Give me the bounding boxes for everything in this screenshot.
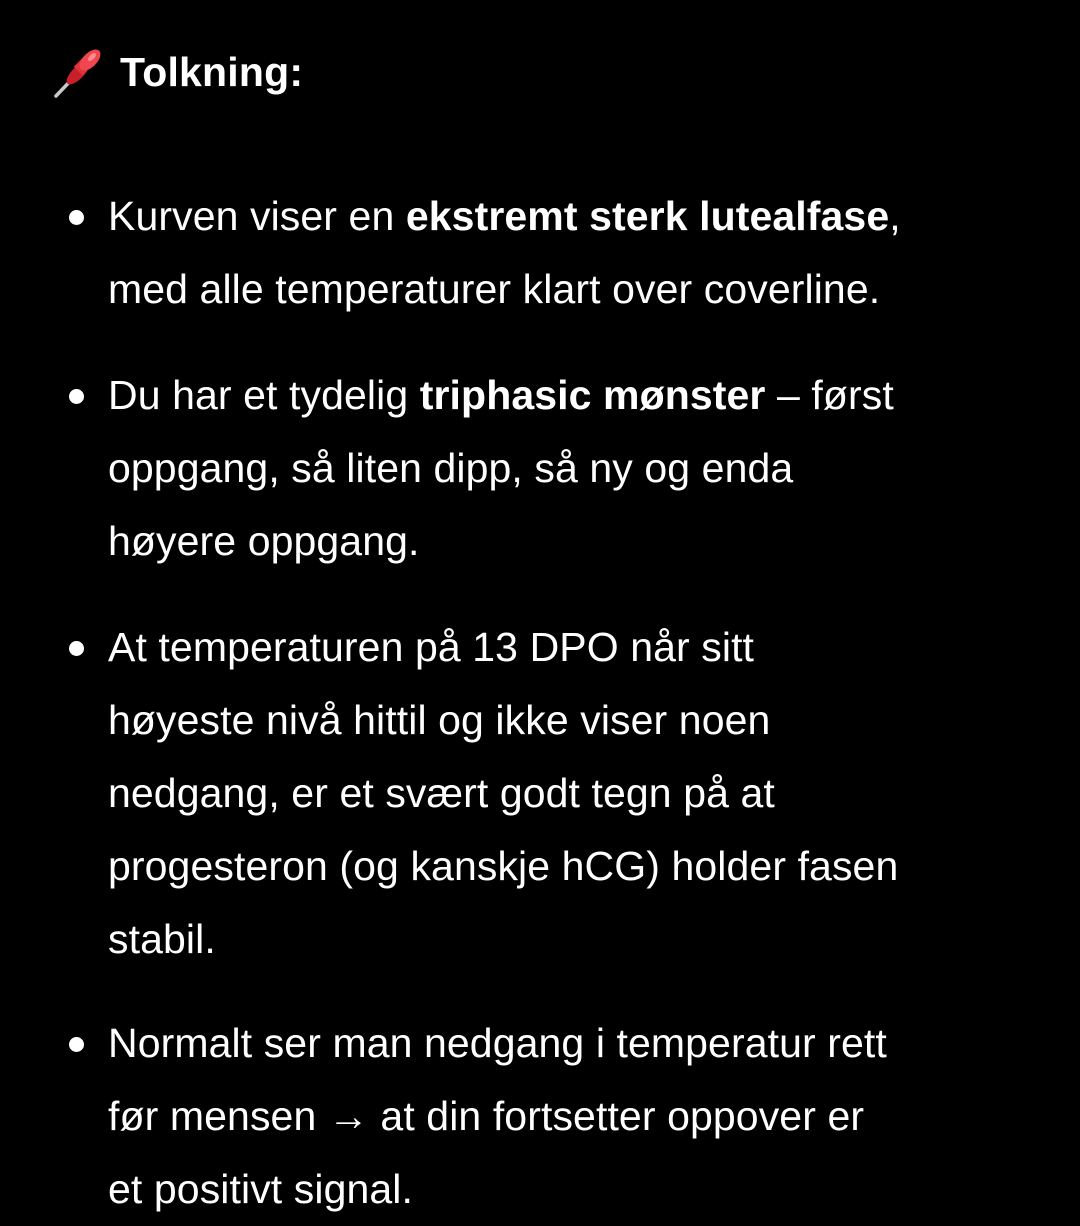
list-item-line	[108, 1080, 1038, 1153]
text-segment: oppgang, så liten dipp, så ny og enda	[108, 445, 794, 491]
list-item-line	[108, 180, 1038, 253]
text-segment: Kurven viser en	[108, 193, 406, 239]
pushpin-icon	[48, 42, 108, 102]
text-segment: før mensen → at din fortsetter oppover er	[108, 1093, 865, 1139]
text-segment: Du har et tydelig	[108, 372, 420, 418]
section-heading	[48, 40, 303, 104]
list-item	[108, 1007, 1038, 1226]
list-item	[108, 359, 1038, 578]
list-item	[108, 180, 1038, 326]
list-item-line	[108, 359, 1038, 432]
list-item-line	[108, 432, 1038, 505]
bold-text: ekstremt sterk lutealfase	[405, 193, 890, 239]
text-segment: progesteron (og kanskje hCG) holder fasen	[108, 843, 899, 889]
text-segment: ,	[889, 193, 901, 239]
bullet-dot	[69, 389, 84, 404]
text-segment: høyeste nivå hittil og ikke viser noen	[108, 697, 771, 743]
list-item-line	[108, 1153, 1038, 1226]
text-segment: Normalt ser man nedgang i temperatur rett	[108, 1020, 887, 1066]
list-item-line	[108, 684, 1038, 757]
text-segment: stabil.	[108, 916, 216, 962]
text-segment: nedgang, er et svært godt tegn på at	[108, 770, 775, 816]
list-item-text	[108, 611, 1038, 976]
text-segment: høyere oppgang.	[108, 518, 420, 564]
bullet-dot	[69, 210, 84, 225]
text-segment: At temperaturen på 13 DPO når sitt	[108, 624, 755, 670]
list-item-line	[108, 1007, 1038, 1080]
bold-text: triphasic mønster	[419, 372, 766, 418]
list-item-text	[108, 1007, 1038, 1226]
text-segment: – først	[765, 372, 894, 418]
list-item-line	[108, 611, 1038, 684]
list-item-line	[108, 253, 1038, 326]
text-segment: et positivt signal.	[108, 1166, 413, 1212]
bullet-dot	[69, 641, 84, 656]
list-item-line	[108, 903, 1038, 976]
bullet-dot	[69, 1037, 84, 1052]
list-item-line	[108, 830, 1038, 903]
list-item-text	[108, 180, 1038, 326]
list-item-line	[108, 757, 1038, 830]
list-item	[108, 611, 1038, 976]
list-item-text	[108, 359, 1038, 578]
text-segment: med alle temperaturer klart over coverline.	[108, 266, 881, 312]
heading-title: Tolkning:	[120, 48, 304, 95]
list-item-line	[108, 505, 1038, 578]
